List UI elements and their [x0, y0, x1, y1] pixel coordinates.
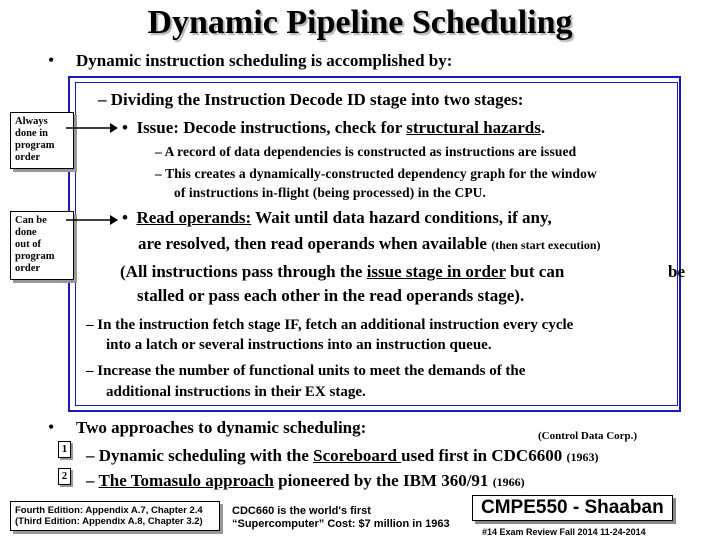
item-number-1: 1	[58, 441, 71, 458]
intro-text: Dynamic instruction scheduling is accomplished by:	[76, 51, 453, 70]
read-operands-line-2: are resolved, then read operands when available (then start execution)	[138, 234, 601, 253]
tomasulo-line: – The Tomasulo approach pioneered by the IBM 360/91 (1966)	[86, 471, 525, 490]
arrow-icon	[66, 118, 118, 138]
page-title: Dynamic Pipeline Scheduling	[147, 4, 573, 41]
cdc-note: (Control Data Corp.)	[538, 430, 638, 442]
issue-sub-2: – This creates a dynamically-constructed dependency graph for the window	[155, 166, 597, 181]
paren-note-1: (All instructions pass through the issue stage in order but can	[120, 262, 565, 281]
units-line-1: – Increase the number of functional units to meet the demands of the	[86, 363, 526, 379]
fetch-line-2: into a latch or several instructions into an instruction queue.	[106, 337, 492, 353]
course-badge: CMPE550 - Shaaban	[472, 495, 673, 521]
paren-note-2: stalled or pass each other in the read operands stage).	[137, 286, 525, 305]
fetch-line-1: – In the instruction fetch stage IF, fetch an additional instruction every cycle	[86, 317, 574, 333]
item-number-2: 2	[58, 468, 71, 485]
bullet-dot: •	[48, 417, 55, 437]
issue-line: • Issue: Decode instructions, check for structural hazards.	[122, 118, 546, 137]
slide-footer: #14 Exam Review Fall 2014 11-24-2014	[482, 527, 646, 537]
arrow-icon	[66, 210, 118, 230]
approaches-line: Two approaches to dynamic scheduling:	[76, 418, 367, 437]
units-line-2: additional instructions in their EX stage.	[106, 384, 366, 400]
cdc6600-note: CDC660 is the world's first “Supercomputer” Cost: $7 million in 1963	[232, 505, 450, 530]
scoreboard-line: – Dynamic scheduling with the Scoreboard used first in CDC6600 (1963)	[86, 446, 599, 465]
issue-sub-1: – A record of data dependencies is constructed as instructions are issued	[155, 144, 577, 159]
issue-sub-2b: of instructions in-flight (being processed) in the CPU.	[174, 185, 487, 200]
dividing-line: – Dividing the Instruction Decode ID stage into two stages:	[98, 90, 524, 109]
side-note-in-order: Always done in program order	[10, 112, 74, 169]
edition-reference: Fourth Edition: Appendix A.7, Chapter 2.4 (Third Edition: Appendix A.8, Chapter 3.2)	[10, 501, 220, 531]
bullet-dot: •	[48, 50, 55, 70]
side-note-out-of-order: Can be done out of program order	[10, 211, 74, 280]
paren-note-1-end: be	[668, 262, 685, 281]
read-operands-line: • Read operands: Wait until data hazard conditions, if any,	[122, 208, 552, 227]
